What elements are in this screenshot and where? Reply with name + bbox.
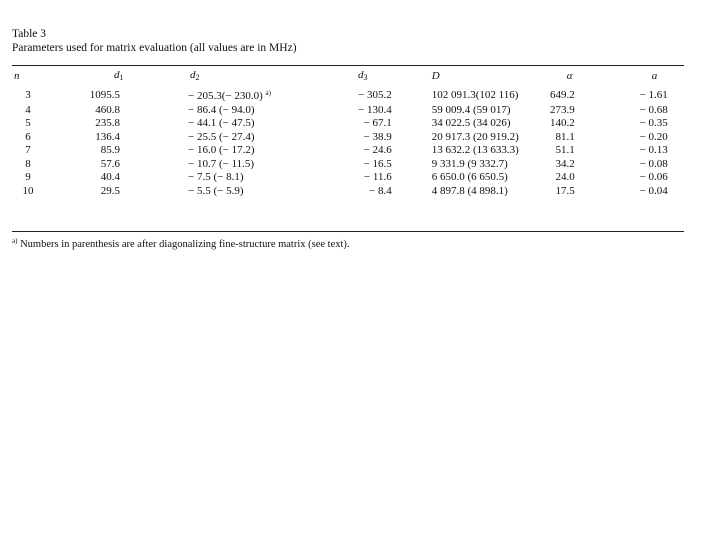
table-row xyxy=(12,85,690,104)
cell-alpha: 273.9 xyxy=(550,103,575,116)
table-row xyxy=(12,185,690,199)
cell-n: 7 xyxy=(25,144,31,156)
cell-d2: − 10.7 (− 11.5) xyxy=(188,157,255,170)
cell-alpha: 51.1 xyxy=(555,144,575,156)
cell-d1: 235.8 xyxy=(95,117,120,129)
table-row xyxy=(12,131,690,145)
cell-a: − 1.61 xyxy=(639,88,668,101)
cell-n: 4 xyxy=(25,103,31,116)
cell-d3: − 8.4 xyxy=(369,184,392,197)
cell-d2: − 44.1 (− 47.5) xyxy=(188,117,255,129)
cell-D: 34 022.5 (34 026) xyxy=(431,117,511,129)
cell-alpha: 649.2 xyxy=(550,88,575,101)
cell-d1: 57.6 xyxy=(100,157,120,170)
cell-d3: − 16.5 xyxy=(363,157,392,170)
cell-alpha: 17.5 xyxy=(555,184,575,197)
header-a: a xyxy=(651,70,658,83)
header-d3: $d_3$ xyxy=(358,69,368,83)
header-d1: $d_1$ xyxy=(114,69,124,83)
parameters-table xyxy=(12,69,690,198)
note-marker: a) xyxy=(265,89,271,97)
cell-n: 10 xyxy=(22,184,34,197)
table-row xyxy=(12,158,690,172)
header-D: D xyxy=(431,70,440,83)
cell-alpha: 81.1 xyxy=(555,130,575,143)
cell-d2: − 205.3(− 230.0) $^{a)}$ xyxy=(188,89,271,102)
table-row xyxy=(12,117,690,131)
cell-d2: − 25.5 (− 27.4) xyxy=(188,130,255,143)
cell-D: 13 632.2 (13 633.3) xyxy=(431,144,519,156)
cell-alpha: 140.2 xyxy=(550,117,575,129)
table-row xyxy=(12,144,690,158)
cell-n: 5 xyxy=(25,117,31,129)
cell-d1: 85.9 xyxy=(100,144,120,156)
cell-d3: − 38.9 xyxy=(363,130,392,143)
cell-a: − 0.04 xyxy=(639,184,668,197)
header-row xyxy=(12,69,690,85)
cell-d2: − 16.0 (− 17.2) xyxy=(188,144,255,156)
table-row xyxy=(12,171,690,185)
cell-d3: − 67.1 xyxy=(363,117,392,129)
table-body xyxy=(12,85,690,198)
footnote xyxy=(12,237,350,250)
cell-d3: − 11.6 xyxy=(363,171,392,183)
table-caption: Parameters used for matrix evaluation (all values are in MHz) xyxy=(12,42,297,54)
cell-d1: 136.4 xyxy=(95,130,120,143)
cell-D: 20 917.3 (20 919.2) xyxy=(431,130,519,143)
table-label: Table 3 xyxy=(12,28,47,40)
cell-a: − 0.20 xyxy=(639,130,668,143)
header-d2: $d_2$ xyxy=(190,69,200,83)
header-n: n xyxy=(14,70,20,83)
footnote-marker: a) xyxy=(12,237,18,245)
top-rule xyxy=(12,65,684,66)
cell-D: 102 091.3(102 116) xyxy=(431,88,519,101)
cell-d2: − 86.4 (− 94.0) xyxy=(188,103,255,116)
cell-d1: 1095.5 xyxy=(89,88,120,101)
cell-a: − 0.68 xyxy=(639,103,668,116)
cell-d1: 29.5 xyxy=(100,184,120,197)
cell-d2: − 7.5 (− 8.1) xyxy=(188,171,244,183)
cell-n: 6 xyxy=(25,130,31,143)
cell-a: − 0.08 xyxy=(639,157,668,170)
cell-D: 9 331.9 (9 332.7) xyxy=(431,157,508,170)
cell-a: − 0.06 xyxy=(639,171,668,183)
cell-n: 9 xyxy=(25,171,31,183)
cell-d3: − 305.2 xyxy=(358,88,392,101)
cell-d3: − 130.4 xyxy=(358,103,392,116)
cell-n: 8 xyxy=(25,157,31,170)
cell-alpha: 24.0 xyxy=(555,171,575,183)
cell-a: − 0.13 xyxy=(639,144,668,156)
cell-d1: 460.8 xyxy=(95,103,120,116)
table-row xyxy=(12,104,690,118)
cell-d1: 40.4 xyxy=(100,171,120,183)
cell-D: 6 650.0 (6 650.5) xyxy=(431,171,508,183)
cell-n: 3 xyxy=(25,88,31,101)
header-alpha: α xyxy=(566,70,573,83)
bottom-rule xyxy=(12,231,684,232)
cell-D: 59 009.4 (59 017) xyxy=(431,103,511,116)
cell-d3: − 24.6 xyxy=(363,144,392,156)
cell-d2: − 5.5 (− 5.9) xyxy=(188,184,244,197)
cell-D: 4 897.8 (4 898.1) xyxy=(431,184,508,197)
cell-alpha: 34.2 xyxy=(555,157,575,170)
cell-a: − 0.35 xyxy=(639,117,668,129)
footnote-text: Numbers in parenthesis are after diagonalizing fine-structure matrix (see text). xyxy=(20,239,350,250)
